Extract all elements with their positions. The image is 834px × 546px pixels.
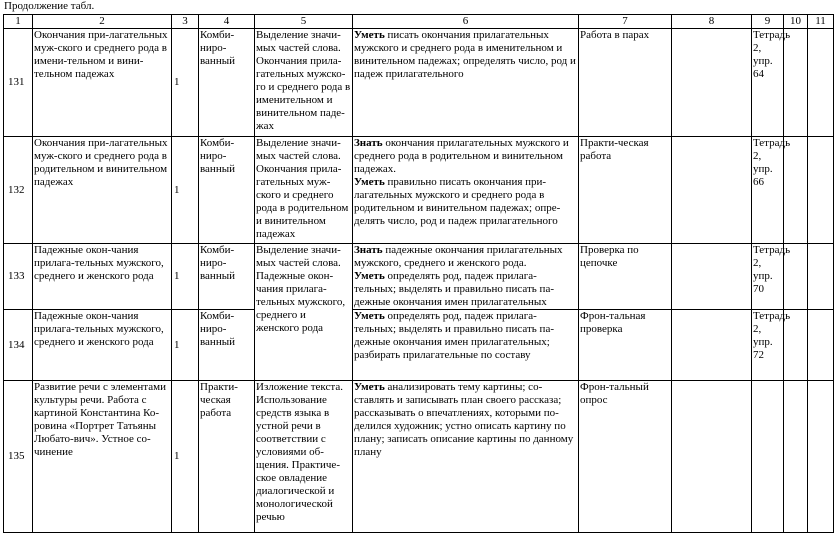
column-number: 1 [4,15,33,29]
lesson-requirements [353,137,579,244]
lesson-col10 [784,137,808,244]
req-keyword: Уметь [354,176,385,188]
column-number: 7 [579,15,672,29]
column-number: 8 [672,15,752,29]
req-text: падежные окончания прилагательных мужского, среднего и женского рода. [354,244,563,269]
lesson-type: Комби-ниро-ванный [199,137,255,244]
req-keyword: Уметь [354,270,385,282]
lesson-col10 [784,381,808,533]
lesson-requirements [353,29,579,137]
lesson-topic: Окончания при-лагательных муж-ского и среднего рода в родительном и винительном падежах [33,137,172,244]
lesson-control: Работа в парах [579,29,672,137]
lesson-topic: Окончания при-лагательных муж-ского и среднего рода в имени-тельном и вини-тельном падежах [33,29,172,137]
lesson-type: Комби-ниро-ванный [199,244,255,310]
lesson-elements: Выделение значи-мых частей слова. Окончания прила-гательных мужско-го и среднего рода в именительном и винительном паде-жах [255,29,353,137]
column-number: 2 [33,15,172,29]
req-keyword: Уметь [354,381,385,393]
lesson-type: Комби-ниро-ванный [199,29,255,137]
column-number: 10 [784,15,808,29]
req-text: правильно писать окончания при-лагательных мужского и среднего рода в родительном и винительном падежах; опре-делять число, род и падеж прилагательного [354,176,561,227]
lesson-col8 [672,244,752,310]
lesson-number: 135 [4,381,33,533]
lesson-number: 133 [4,244,33,310]
column-number: 9 [752,15,784,29]
lesson-elements: Изложение текста. Использование средств языка в устной речи в соответствии с условиями об-щения. Практиче-ское овладение диалогической и монологической речью [255,381,353,533]
table-row [4,310,834,381]
lesson-elements: Выделение значи-мых частей слова. Падежные окон-чания прилага-тельных мужского, среднего и женского рода [255,244,353,381]
lesson-control: Практи-ческая работа [579,137,672,244]
lesson-type: Практи-ческая работа [199,381,255,533]
lesson-hours: 1 [172,244,199,310]
req-text: писать окончания прилагательных мужского и среднего рода в именительном и винительном падежах; определять число, род и падеж прилагательного [354,29,576,80]
lesson-col11 [808,29,834,137]
column-number-row [4,15,834,29]
lesson-hours: 1 [172,310,199,381]
column-number: 6 [353,15,579,29]
lesson-number: 132 [4,137,33,244]
lesson-hours: 1 [172,381,199,533]
lesson-requirements [353,310,579,381]
lesson-homework [752,381,784,533]
req-text: определять род, падеж прилага-тельных; выделять и правильно писать па-дежные окончания имен прилагательных [354,270,554,308]
lesson-topic: Развитие речи с элементами культуры речи. Работа с картиной Константина Ко-ровина «Портрет Татьяны Любато-вич». Устное со-чинение [33,381,172,533]
lesson-hours: 1 [172,29,199,137]
req-text: анализировать тему картины; со-ставлять и записывать план своего рассказа; рассказывать о впечатлениях, которыми по-делился художник; устно описать картину по плану; записать описание картины по данному плану [354,381,574,458]
column-number: 3 [172,15,199,29]
table-row [4,29,834,137]
lesson-control: Фрон-тальный опрос [579,381,672,533]
column-number: 11 [808,15,834,29]
table-row [4,137,834,244]
lesson-plan-table [3,14,834,533]
req-keyword: Знать [354,244,383,256]
lesson-control: Проверка по цепочке [579,244,672,310]
lesson-col11 [808,244,834,310]
lesson-col11 [808,310,834,381]
lesson-col10 [784,29,808,137]
lesson-col8 [672,137,752,244]
lesson-col8 [672,381,752,533]
column-number: 5 [255,15,353,29]
lesson-type: Комби-ниро-ванный [199,310,255,381]
lesson-homework: Тетрадь 2, упр. 64 [752,29,784,137]
lesson-homework: Тетрадь 2, упр. 66 [752,137,784,244]
lesson-elements: Выделение значи-мых частей слова. Окончания прила-гательных муж-ского и среднего рода в родительном и винительном падежах [255,137,353,244]
req-text: определять род, падеж прилага-тельных; выделять и правильно писать па-дежные окончания имен прилагательных; разбирать прилагательные по составу [354,310,554,361]
table-caption: Продолжение табл. [4,0,95,12]
lesson-number: 131 [4,29,33,137]
lesson-col11 [808,381,834,533]
lesson-col8 [672,310,752,381]
lesson-homework: Тетрадь 2, упр. 70 [752,244,784,310]
table-row [4,381,834,533]
req-text: окончания прилагательных мужского и среднего рода в родительном и винительном падежах. [354,137,569,175]
req-keyword: Уметь [354,29,385,41]
req-keyword: Уметь [354,310,385,322]
lesson-col11 [808,137,834,244]
lesson-requirements [353,244,579,310]
lesson-topic: Падежные окон-чания прилага-тельных мужского, среднего и женского рода [33,310,172,381]
lesson-homework: Тетрадь 2, упр. 72 [752,310,784,381]
column-number: 4 [199,15,255,29]
lesson-hours: 1 [172,137,199,244]
lesson-requirements [353,381,579,533]
table-row [4,244,834,310]
req-keyword: Знать [354,137,383,149]
lesson-control: Фрон-тальная проверка [579,310,672,381]
lesson-topic: Падежные окон-чания прилага-тельных мужского, среднего и женского рода [33,244,172,310]
lesson-col8 [672,29,752,137]
lesson-number: 134 [4,310,33,381]
